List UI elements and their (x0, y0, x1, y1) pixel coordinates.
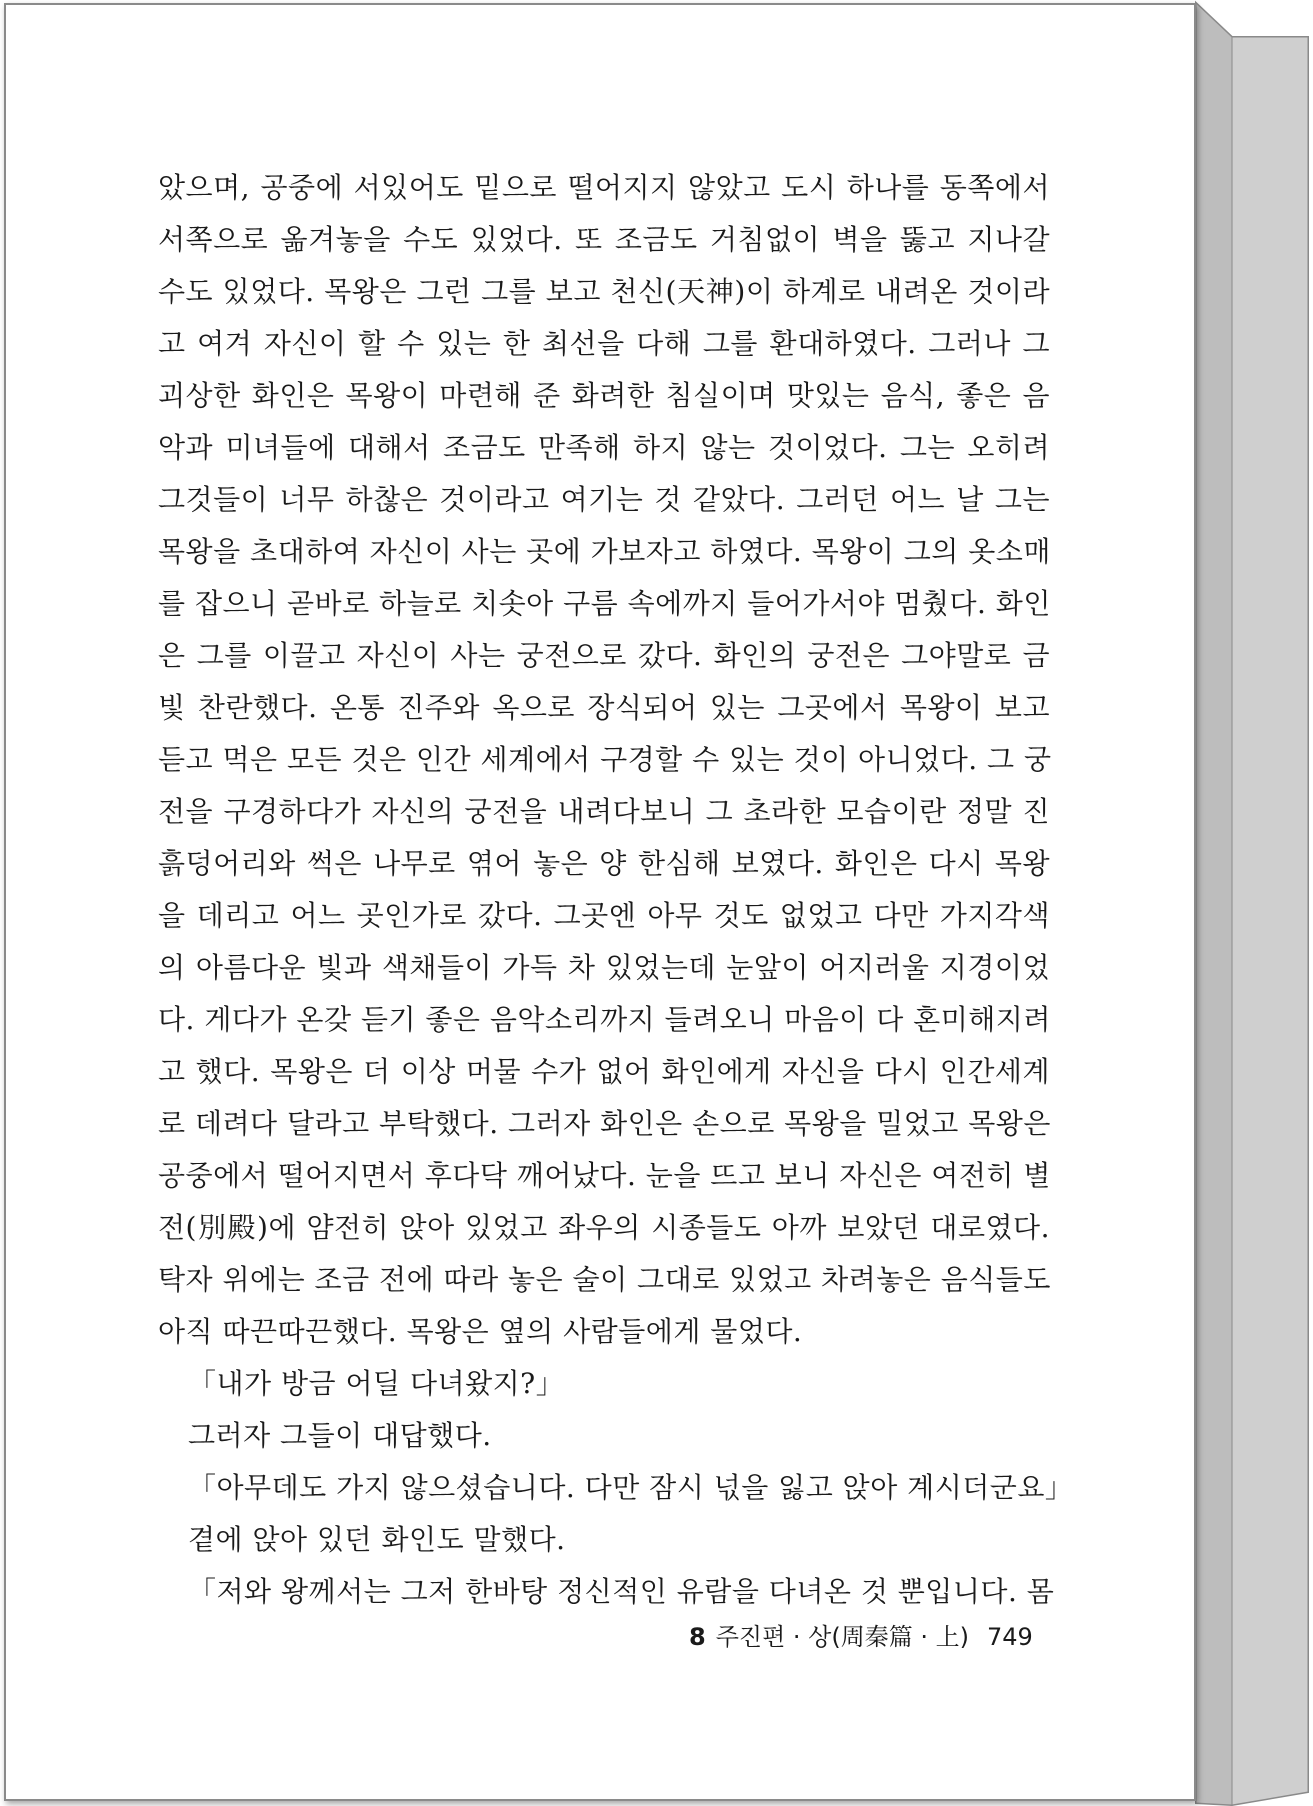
text-line: 아직 따끈따끈했다. 목왕은 옆의 사람들에게 물었다. (158, 1315, 803, 1348)
body-text (158, 162, 1074, 1618)
text-line: 흙덩어리와 썩은 나무로 엮어 놓은 양 한심해 보였다. 화인은 다시 목왕 (158, 847, 1050, 880)
book-page (4, 3, 1196, 1801)
text-line: 목왕을 초대하여 자신이 사는 곳에 가보자고 하였다. 목왕이 그의 옷소매 (158, 535, 1051, 568)
text-line: 「아무데도 가지 않으셨습니다. 다만 잠시 넋을 잃고 앉아 계시더군요」 (188, 1471, 1074, 1504)
text-line: 공중에서 떨어지면서 후다닥 깨어났다. 눈을 뜨고 보니 자신은 여전히 별 (158, 1159, 1051, 1192)
text-line: 탁자 위에는 조금 전에 따라 놓은 술이 그대로 있었고 차려놓은 음식들도 (158, 1263, 1051, 1296)
text-line: 듣고 먹은 모든 것은 인간 세계에서 구경할 수 있는 것이 아니었다. 그 궁 (158, 743, 1052, 776)
page-footer (689, 1619, 1033, 1655)
text-line: 수도 있었다. 목왕은 그런 그를 보고 천신(天神)이 하계로 내려온 것이라 (158, 275, 1050, 308)
text-line: 악과 미녀들에 대해서 조금도 만족해 하지 않는 것이었다. 그는 오히려 (158, 431, 1050, 464)
text-line: 서쪽으로 옮겨놓을 수도 있었다. 또 조금도 거침없이 벽을 뚫고 지나갈 (158, 223, 1050, 256)
text-line: 은 그를 이끌고 자신이 사는 궁전으로 갔다. 화인의 궁전은 그야말로 금 (158, 639, 1050, 672)
section-title: 주진편 · 상(周秦篇 · 上) (715, 1623, 969, 1651)
text-line: 빛 찬란했다. 온통 진주와 옥으로 장식되어 있는 그곳에서 목왕이 보고 (158, 691, 1050, 724)
text-line: 을 데리고 어느 곳인가로 갔다. 그곳엔 아무 것도 없었고 다만 가지각색 (158, 899, 1050, 932)
text-line: 다. 게다가 온갖 듣기 좋은 음악소리까지 들려오니 마음이 다 혼미해지려 (158, 1003, 1051, 1036)
text-line: 고 했다. 목왕은 더 이상 머물 수가 없어 화인에게 자신을 다시 인간세계 (158, 1055, 1050, 1088)
text-line: 그러자 그들이 대답했다. (188, 1419, 492, 1452)
text-line: 「내가 방금 어딜 다녀왔지?」 (188, 1367, 565, 1400)
text-line: 고 여겨 자신이 할 수 있는 한 최선을 다해 그를 환대하였다. 그러나 그 (158, 327, 1050, 360)
text-line: 았으며, 공중에 서있어도 밑으로 떨어지지 않았고 도시 하나를 동쪽에서 (158, 171, 1050, 204)
text-line: 괴상한 화인은 목왕이 마련해 준 화려한 침실이며 맛있는 음식, 좋은 음 (158, 379, 1050, 412)
text-line: 로 데려다 달라고 부탁했다. 그러자 화인은 손으로 목왕을 밀었고 목왕은 (158, 1107, 1051, 1140)
text-line: 전(別殿)에 얌전히 앉아 있었고 좌우의 시종들도 아까 보았던 대로였다. (158, 1211, 1050, 1244)
text-line: 「저와 왕께서는 그저 한바탕 정신적인 유람을 다녀온 것 뿐입니다. 몸 (188, 1575, 1055, 1608)
text-line: 전을 구경하다가 자신의 궁전을 내려다보니 그 초라한 모습이란 정말 진 (158, 795, 1050, 828)
text-line: 를 잡으니 곧바로 하늘로 치솟아 구름 속에까지 들어가서야 멈췄다. 화인 (158, 587, 1051, 620)
page-number: 749 (986, 1623, 1033, 1651)
volume-number: 8 (689, 1623, 706, 1651)
text-line: 그것들이 너무 하찮은 것이라고 여기는 것 같았다. 그러던 어느 날 그는 (158, 483, 1050, 516)
text-line: 의 아름다운 빛과 색채들이 가득 차 있었는데 눈앞이 어지러울 지경이었 (158, 951, 1050, 984)
text-line: 곁에 앉아 있던 화인도 말했다. (188, 1523, 566, 1556)
